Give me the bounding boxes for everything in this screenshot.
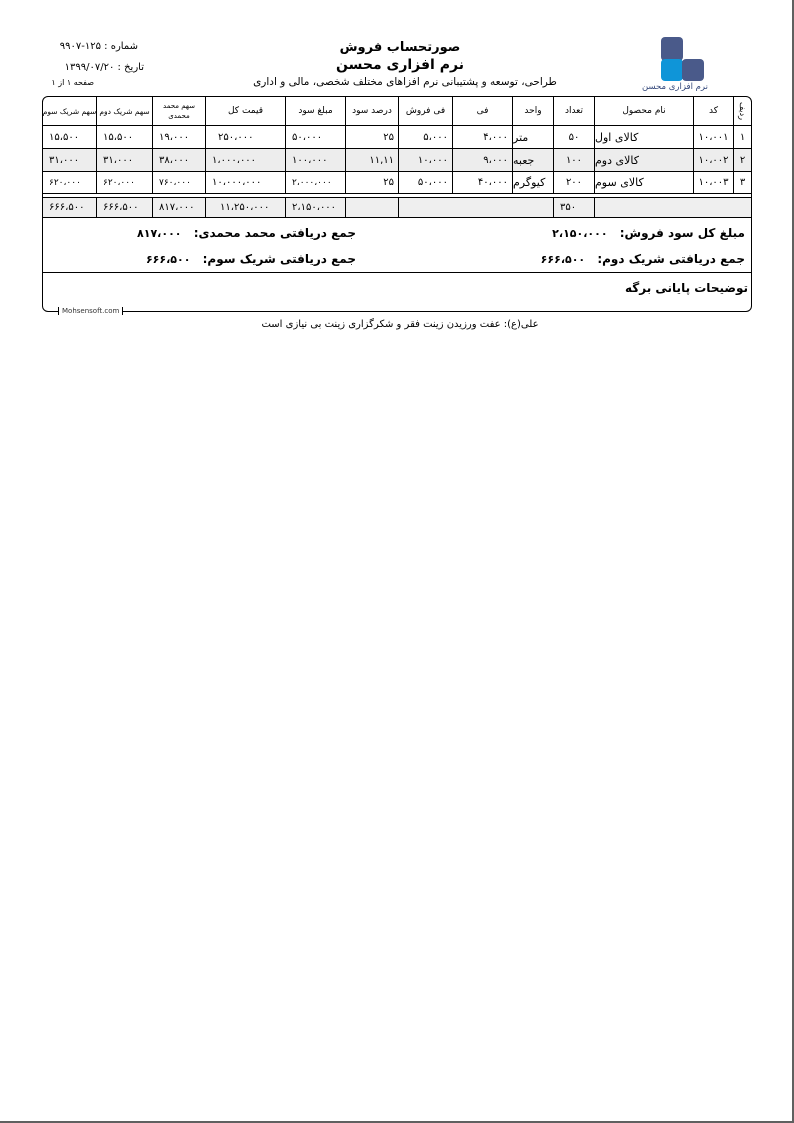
cell-total-price: ۱۰،۰۰۰،۰۰۰ — [206, 172, 286, 193]
cell-product: کالای اول — [595, 126, 694, 148]
invoice-number-label: شماره : — [104, 41, 138, 52]
table-row[interactable] — [43, 171, 751, 194]
total-label-empty — [595, 198, 751, 217]
table-row[interactable] — [43, 125, 751, 148]
invoice-number — [48, 41, 138, 52]
cell-price: ۴۰،۰۰۰ — [453, 172, 513, 193]
summary-partner3-label: جمع دریافتی شریک سوم: — [202, 252, 356, 266]
total-profit-amount: ۲،۱۵۰،۰۰۰ — [286, 198, 346, 217]
cell-unit: جعبه — [513, 149, 554, 171]
col-header-code: کد — [694, 97, 734, 125]
cell-share-partner3: ۳۱،۰۰۰ — [43, 149, 97, 171]
col-header-share-mohammadi-line1: سهم محمد — [163, 102, 195, 110]
cell-share-partner2: ۳۱،۰۰۰ — [97, 149, 153, 171]
cell-total-price: ۲۵۰،۰۰۰ — [206, 126, 286, 148]
summary-partner2 — [455, 252, 745, 266]
cell-sale-price: ۱۰،۰۰۰ — [399, 149, 453, 171]
col-header-share-mohammadi-line2: محمدی — [168, 112, 190, 120]
cell-qty: ۲۰۰ — [554, 172, 595, 193]
cell-row: ۱ — [739, 131, 746, 143]
cell-share-mohammadi: ۱۹،۰۰۰ — [153, 126, 206, 148]
cell-profit-pct: ۲۵ — [346, 172, 399, 193]
col-header-product: نام محصول — [595, 97, 694, 125]
col-header-share-mohammadi — [153, 97, 206, 125]
cell-qty: ۵۰ — [554, 126, 595, 148]
cell-code: ۱۰،۰۰۱ — [694, 126, 734, 148]
cell-profit-amount: ۱۰۰،۰۰۰ — [286, 149, 346, 171]
col-header-price: فی — [453, 97, 513, 125]
cell-unit: کیوگرم — [513, 172, 554, 193]
summary-partner3-value: ۶۶۶،۵۰۰ — [145, 253, 191, 266]
cell-profit-pct: ۱۱,۱۱ — [346, 149, 399, 171]
footer-quote: علی(ع): عفت ورزیدن زینت فقر و شکرگزاری زینت بی نیازی است — [261, 319, 539, 330]
cell-unit: متر — [513, 126, 554, 148]
total-qty: ۳۵۰ — [554, 198, 595, 217]
cell-share-mohammadi: ۳۸،۰۰۰ — [153, 149, 206, 171]
invoice-date-label: تاریخ : — [117, 62, 144, 73]
cell-product: کالای سوم — [595, 172, 694, 193]
cell-row: ۲ — [739, 154, 746, 166]
col-header-qty: تعداد — [554, 97, 595, 125]
totals-row — [42, 197, 752, 218]
summary-partner2-value: ۶۶۶،۵۰۰ — [540, 253, 586, 266]
total-share-partner2: ۶۶۶،۵۰۰ — [97, 198, 153, 217]
cell-product: کالای دوم — [595, 149, 694, 171]
col-header-profit-pct: درصد سود — [346, 97, 399, 125]
col-header-share-partner3: سهم شریک سوم — [43, 97, 97, 125]
col-header-profit-amount: مبلغ سود — [286, 97, 346, 125]
cell-share-partner2: ۶۲۰،۰۰۰ — [97, 172, 153, 193]
col-header-total-price: قیمت کل — [206, 97, 286, 125]
col-header-sale-price: فی فروش — [399, 97, 453, 125]
total-profit-pct-empty — [346, 198, 399, 217]
cell-share-partner3: ۶۲۰،۰۰۰ — [43, 172, 97, 193]
col-header-row-label: ردیف — [738, 102, 747, 120]
cell-profit-amount: ۲،۰۰۰،۰۰۰ — [286, 172, 346, 193]
cell-share-partner2: ۱۵،۵۰۰ — [97, 126, 153, 148]
cell-profit-amount: ۵۰،۰۰۰ — [286, 126, 346, 148]
invoice-date-value: ۱۳۹۹/۰۷/۲۰ — [64, 62, 115, 73]
cell-code: ۱۰،۰۰۳ — [694, 172, 734, 193]
page-info: صفحه ۱ از ۱ — [51, 78, 94, 87]
company-logo-icon — [658, 37, 706, 85]
table-header — [43, 97, 751, 125]
logo-caption: نرم افزاری محسن — [641, 82, 708, 92]
total-merged-empty — [399, 198, 554, 217]
site-tag[interactable]: Mohsensoft.com — [58, 307, 123, 315]
summary-total-profit — [455, 226, 745, 240]
cell-row: ۳ — [739, 177, 746, 188]
notes-divider — [43, 272, 751, 273]
summary-partner2-label: جمع دریافتی شریک دوم: — [597, 252, 745, 266]
table-body — [43, 125, 751, 194]
total-price-sum: ۱۱،۲۵۰،۰۰۰ — [206, 198, 286, 217]
invoice-number-value: ۱۲۵-۹۹۰۷ — [59, 41, 101, 52]
summary-total-profit-value: ۲،۱۵۰،۰۰۰ — [552, 227, 608, 240]
cell-price: ۹،۰۰۰ — [453, 149, 513, 171]
cell-price: ۴،۰۰۰ — [453, 126, 513, 148]
summary-mohammadi-value: ۸۱۷،۰۰۰ — [137, 227, 182, 240]
company-name: نرم افزاری محسن — [336, 57, 464, 73]
cell-total-price: ۱،۰۰۰،۰۰۰ — [206, 149, 286, 171]
cell-sale-price: ۵،۰۰۰ — [399, 126, 453, 148]
cell-share-partner3: ۱۵،۵۰۰ — [43, 126, 97, 148]
col-header-unit: واحد — [513, 97, 554, 125]
total-share-partner3: ۶۶۶،۵۰۰ — [43, 198, 97, 217]
invoice-date — [48, 62, 144, 73]
cell-share-mohammadi: ۷۶۰،۰۰۰ — [153, 172, 206, 193]
document-title: صورتحساب فروش — [339, 40, 461, 55]
cell-qty: ۱۰۰ — [554, 149, 595, 171]
notes-title: توضیحات پایانی برگه — [625, 281, 748, 295]
summary-mohammadi — [110, 226, 356, 240]
cell-code: ۱۰،۰۰۲ — [694, 149, 734, 171]
total-share-mohammadi: ۸۱۷،۰۰۰ — [153, 198, 206, 217]
summary-mohammadi-label: جمع دریافتی محمد محمدی: — [193, 226, 356, 240]
summary-total-profit-label: مبلغ کل سود فروش: — [619, 226, 745, 240]
col-header-row — [734, 97, 751, 125]
cell-sale-price: ۵۰،۰۰۰ — [399, 172, 453, 193]
company-subtitle: طراحی، توسعه و پشتیبانی نرم افزاهای مختلف شخصی، مالی و اداری — [253, 76, 557, 88]
col-header-share-partner2: سهم شریک دوم — [97, 97, 153, 125]
table-row[interactable] — [43, 148, 751, 171]
cell-profit-pct: ۲۵ — [346, 126, 399, 148]
summary-partner3 — [110, 252, 356, 266]
